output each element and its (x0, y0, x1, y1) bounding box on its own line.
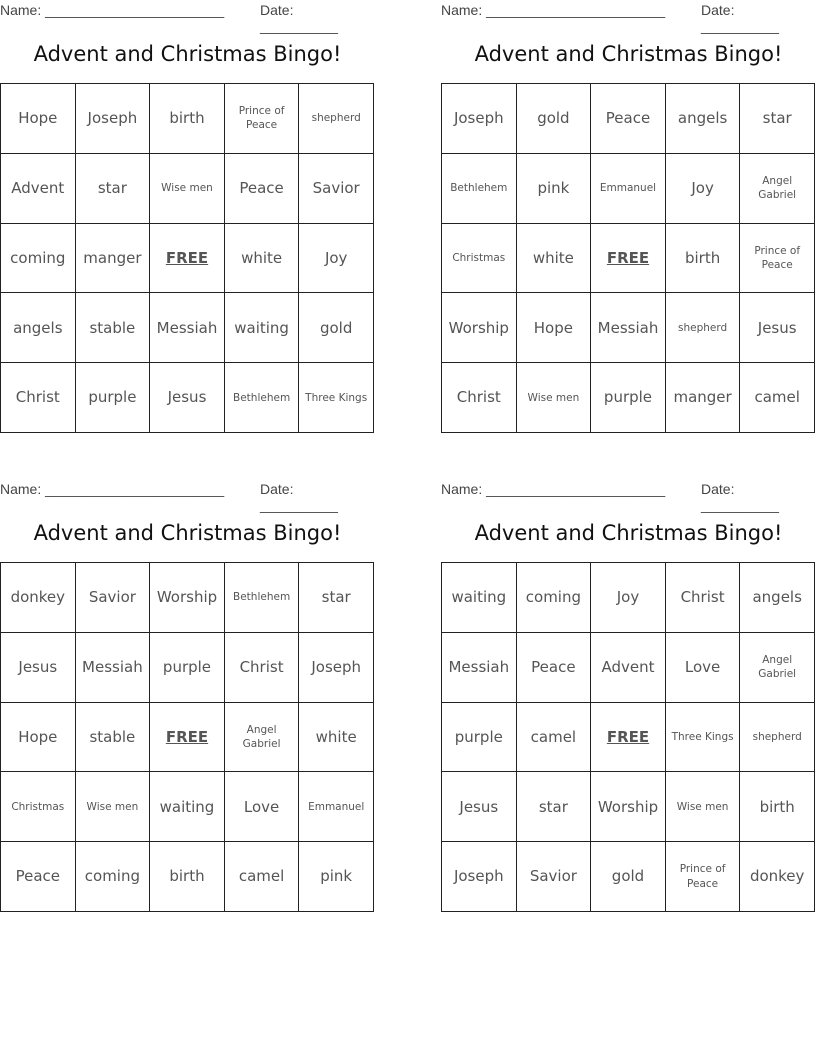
bingo-cell: Peace (517, 633, 592, 703)
bingo-cell: Three Kings (666, 703, 741, 773)
bingo-cell: coming (517, 563, 592, 633)
bingo-cell: Savior (299, 154, 374, 224)
bingo-cell: Advent (1, 154, 76, 224)
bingo-cell: waiting (225, 293, 300, 363)
bingo-cell: Prince of Peace (740, 224, 815, 294)
free-space: FREE (591, 703, 666, 773)
date-field: Date: __________ (701, 2, 779, 34)
bingo-cell: Joseph (442, 84, 517, 154)
bingo-cell: camel (740, 363, 815, 433)
bingo-cell: birth (666, 224, 741, 294)
bingo-cell: Messiah (442, 633, 517, 703)
bingo-cell: Joseph (442, 842, 517, 912)
bingo-cell: birth (150, 84, 225, 154)
bingo-cell: Christ (666, 563, 741, 633)
bingo-cell: gold (591, 842, 666, 912)
bingo-cell: Savior (76, 563, 151, 633)
bingo-cell: gold (299, 293, 374, 363)
bingo-cell: angels (1, 293, 76, 363)
bingo-cell: Prince of Peace (666, 842, 741, 912)
bingo-cell: white (517, 224, 592, 294)
bingo-cell: shepherd (740, 703, 815, 773)
card-title: Advent and Christmas Bingo! (33, 42, 342, 66)
bingo-cell: donkey (1, 563, 76, 633)
bingo-cell: Emmanuel (299, 772, 374, 842)
bingo-grid (441, 83, 815, 433)
name-field: Name: _______________________ (441, 2, 666, 18)
bingo-cell: Joy (591, 563, 666, 633)
bingo-cell: Bethlehem (225, 363, 300, 433)
bingo-cell: purple (591, 363, 666, 433)
card-header (441, 0, 816, 34)
bingo-cell: Worship (591, 772, 666, 842)
bingo-cell: Christmas (442, 224, 517, 294)
bingo-cell: Angel Gabriel (225, 703, 300, 773)
bingo-cell: Joseph (76, 84, 151, 154)
bingo-cell: waiting (442, 563, 517, 633)
name-field: Name: _______________________ (0, 2, 225, 18)
bingo-cell: angels (740, 563, 815, 633)
bingo-cell: stable (76, 703, 151, 773)
bingo-cell: Peace (591, 84, 666, 154)
bingo-cell: Hope (517, 293, 592, 363)
bingo-cell: waiting (150, 772, 225, 842)
card-title: Advent and Christmas Bingo! (474, 42, 783, 66)
date-field: Date: __________ (260, 481, 338, 513)
bingo-cell: Bethlehem (442, 154, 517, 224)
bingo-cell: Christ (442, 363, 517, 433)
bingo-cell: Advent (591, 633, 666, 703)
bingo-cell: birth (150, 842, 225, 912)
bingo-cell: coming (1, 224, 76, 294)
bingo-card-4 (441, 479, 816, 890)
bingo-cell: star (740, 84, 815, 154)
bingo-cell: Worship (442, 293, 517, 363)
bingo-grid (441, 562, 815, 912)
bingo-cell: purple (442, 703, 517, 773)
bingo-cell: Wise men (517, 363, 592, 433)
bingo-cell: coming (76, 842, 151, 912)
bingo-cell: donkey (740, 842, 815, 912)
bingo-cell: stable (76, 293, 151, 363)
card-title: Advent and Christmas Bingo! (474, 521, 783, 545)
bingo-cell: Three Kings (299, 363, 374, 433)
bingo-cell: star (299, 563, 374, 633)
bingo-cell: gold (517, 84, 592, 154)
date-field: Date: __________ (260, 2, 338, 34)
bingo-cell: angels (666, 84, 741, 154)
bingo-cell: Peace (1, 842, 76, 912)
bingo-cell: star (76, 154, 151, 224)
bingo-cell: manger (76, 224, 151, 294)
name-field: Name: _______________________ (441, 481, 666, 497)
bingo-cell: Peace (225, 154, 300, 224)
name-field: Name: _______________________ (0, 481, 225, 497)
bingo-cell: shepherd (299, 84, 374, 154)
bingo-cell: Jesus (1, 633, 76, 703)
bingo-cell: Angel Gabriel (740, 633, 815, 703)
bingo-cell: white (299, 703, 374, 773)
bingo-cell: Emmanuel (591, 154, 666, 224)
bingo-cell: Joy (666, 154, 741, 224)
free-space: FREE (150, 703, 225, 773)
bingo-cell: Hope (1, 84, 76, 154)
card-title: Advent and Christmas Bingo! (33, 521, 342, 545)
bingo-cell: Messiah (150, 293, 225, 363)
bingo-cell: Hope (1, 703, 76, 773)
bingo-card-2 (441, 0, 816, 407)
bingo-cell: birth (740, 772, 815, 842)
bingo-card-1 (0, 0, 375, 407)
bingo-cell: Prince of Peace (225, 84, 300, 154)
bingo-cell: Joy (299, 224, 374, 294)
card-header (441, 479, 816, 513)
bingo-cell: manger (666, 363, 741, 433)
bingo-cell: pink (299, 842, 374, 912)
free-space: FREE (150, 224, 225, 294)
bingo-cell: white (225, 224, 300, 294)
free-space: FREE (591, 224, 666, 294)
bingo-cell: star (517, 772, 592, 842)
bingo-cell: Angel Gabriel (740, 154, 815, 224)
bingo-cell: Bethlehem (225, 563, 300, 633)
bingo-cell: Messiah (591, 293, 666, 363)
bingo-grid (0, 562, 374, 912)
bingo-cell: camel (517, 703, 592, 773)
bingo-cell: Wise men (666, 772, 741, 842)
bingo-cell: Worship (150, 563, 225, 633)
bingo-cell: Christ (1, 363, 76, 433)
bingo-cell: shepherd (666, 293, 741, 363)
bingo-cell: Wise men (76, 772, 151, 842)
card-header (0, 0, 375, 34)
bingo-cell: Jesus (442, 772, 517, 842)
bingo-card-3 (0, 479, 375, 886)
bingo-grid (0, 83, 374, 433)
bingo-cell: Love (225, 772, 300, 842)
bingo-cell: Love (666, 633, 741, 703)
bingo-cell: Joseph (299, 633, 374, 703)
date-field: Date: __________ (701, 481, 779, 513)
bingo-cell: Jesus (150, 363, 225, 433)
bingo-cell: Christmas (1, 772, 76, 842)
bingo-cell: Jesus (740, 293, 815, 363)
bingo-cell: Savior (517, 842, 592, 912)
bingo-cell: Wise men (150, 154, 225, 224)
bingo-cell: purple (76, 363, 151, 433)
bingo-cell: purple (150, 633, 225, 703)
bingo-cell: Christ (225, 633, 300, 703)
card-header (0, 479, 375, 513)
bingo-cell: Messiah (76, 633, 151, 703)
bingo-cell: camel (225, 842, 300, 912)
bingo-cell: pink (517, 154, 592, 224)
